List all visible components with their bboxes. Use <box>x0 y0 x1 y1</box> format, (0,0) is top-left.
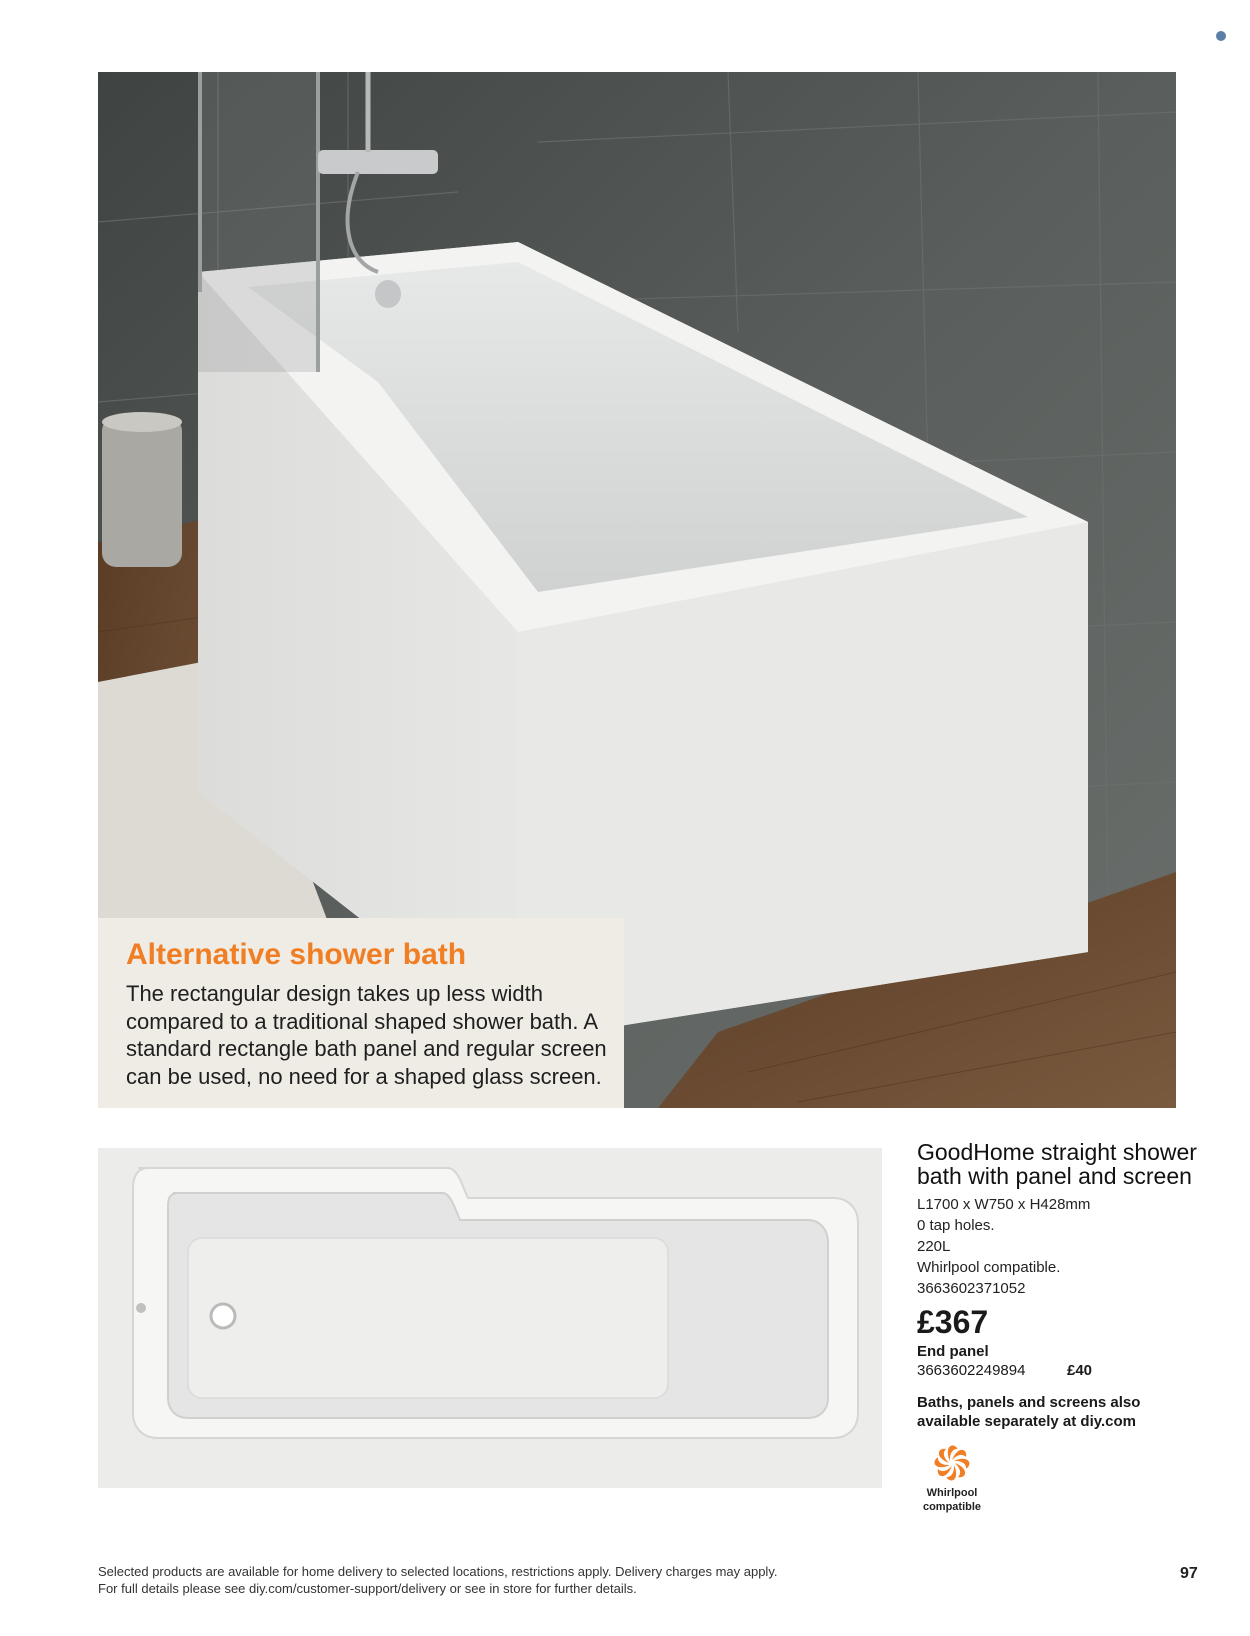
product-price: £367 <box>917 1304 989 1340</box>
footer-line-1: Selected products are available for home delivery to selected locations, restrictions apply. Delivery charges may apply. <box>98 1564 778 1579</box>
bath-top-view-illustration <box>98 1148 882 1488</box>
badge-line-1: Whirlpool <box>926 1487 978 1499</box>
spec-product-code: 3663602371052 <box>917 1280 1026 1297</box>
spec-tap-holes: 0 tap holes. <box>917 1217 995 1234</box>
product-name: GoodHome straight shower bath with panel and screen <box>917 1139 1197 1189</box>
addon-code: 3663602249894 <box>917 1362 1026 1379</box>
caption-body: The rectangular design takes up less width compared to a traditional shaped shower bath. A standard rectangle bath panel and regular screen can be used, no need for a shaped glass screen. <box>126 981 607 1089</box>
addon-label: End panel <box>917 1343 989 1360</box>
spec-capacity: 220L <box>917 1238 951 1255</box>
page-number: 97 <box>1180 1565 1198 1582</box>
whirlpool-swirl-icon <box>930 1441 974 1485</box>
badge-line-2: compatible <box>922 1501 982 1513</box>
footer-note <box>98 1563 998 1597</box>
addon-price: £40 <box>1067 1362 1093 1379</box>
caption-box <box>98 918 624 1108</box>
corner-mark-icon <box>1215 30 1227 42</box>
addon-row <box>917 1361 1217 1381</box>
product-image <box>98 1148 882 1488</box>
caption-title: Alternative shower bath <box>126 938 467 971</box>
product-specs <box>917 1194 1217 1299</box>
whirlpool-badge <box>917 1441 987 1513</box>
spec-whirlpool: Whirlpool compatible. <box>917 1259 1061 1276</box>
spec-dimensions: L1700 x W750 x H428mm <box>917 1196 1091 1213</box>
footer-line-2: For full details please see diy.com/customer-support/delivery or see in store for further details. <box>98 1581 637 1596</box>
product-info <box>917 1140 1217 1513</box>
availability-note: Baths, panels and screens also available separately at diy.com <box>917 1394 1141 1430</box>
hero-photo <box>98 72 1176 1108</box>
